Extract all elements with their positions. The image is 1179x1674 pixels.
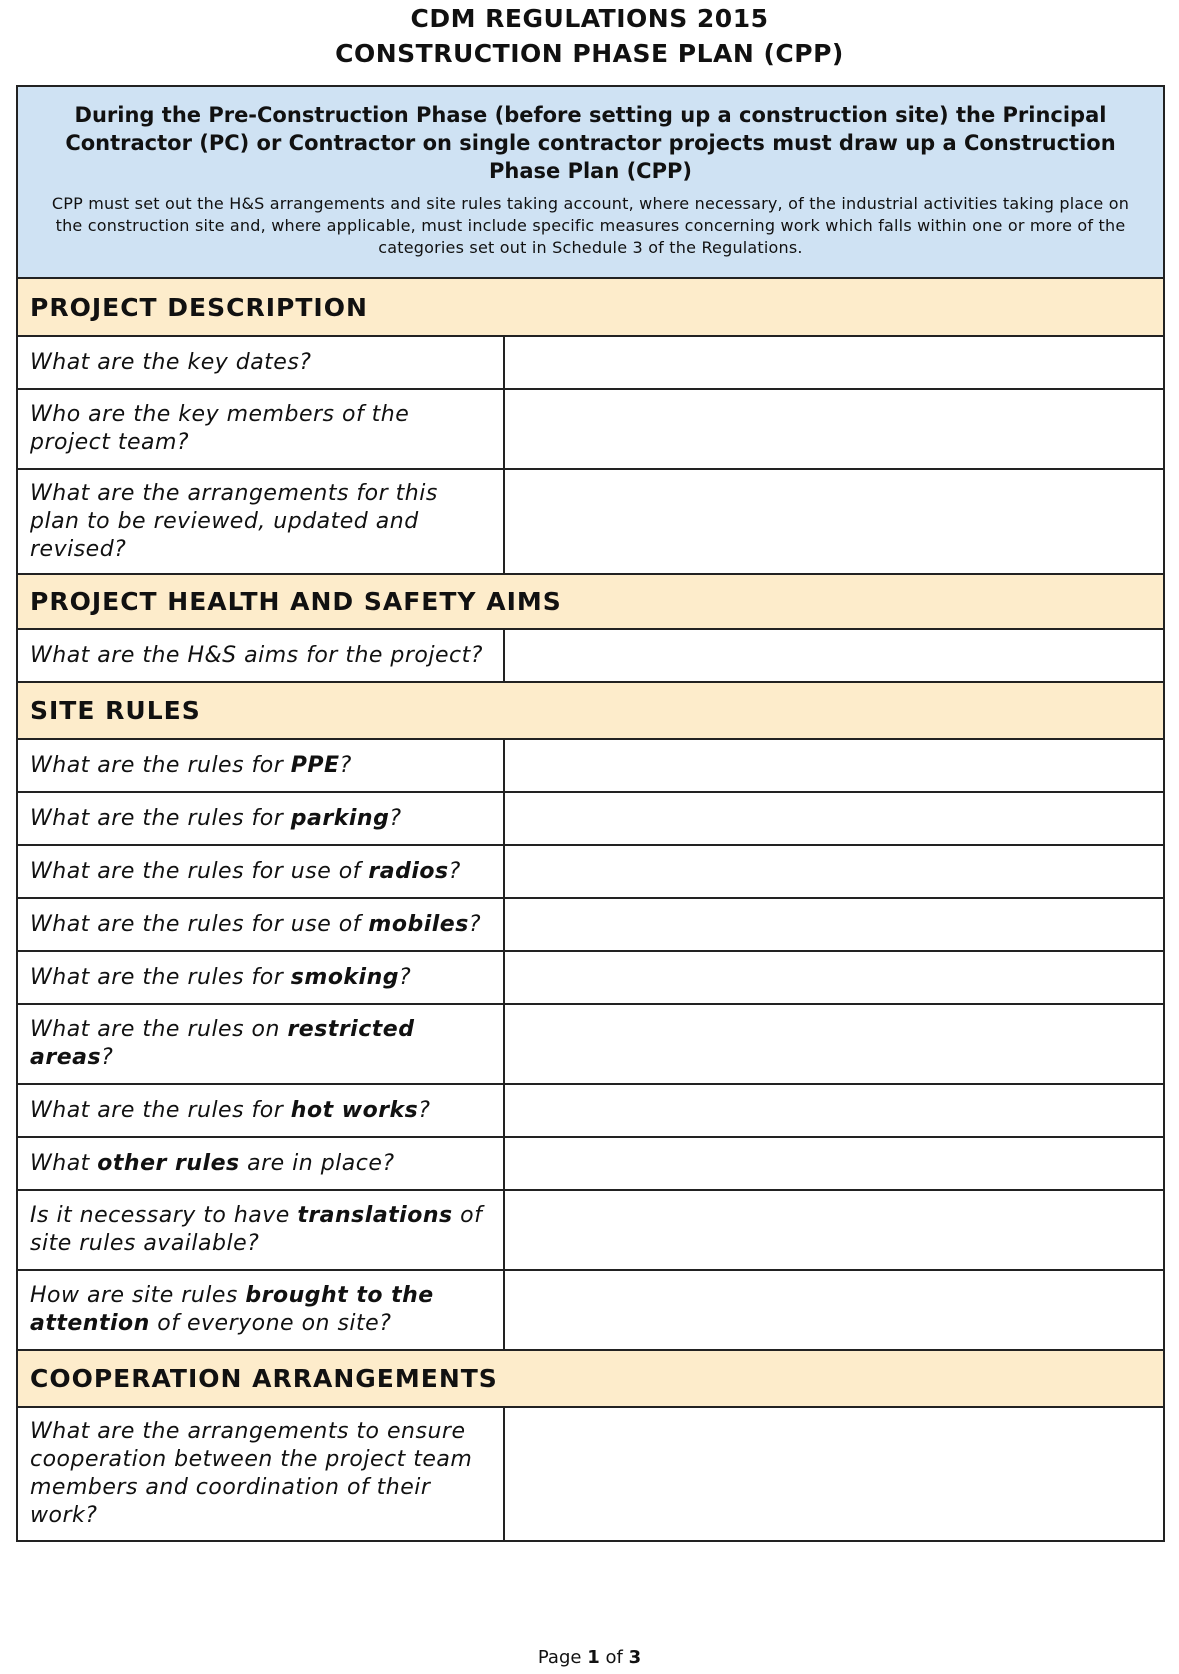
section-header: SITE RULES [18, 683, 1163, 740]
form-row [18, 1408, 1163, 1540]
question-text [30, 1282, 491, 1338]
question-text [30, 1418, 491, 1530]
question-cell [18, 337, 505, 388]
question-fragment: What are the key dates? [30, 349, 312, 375]
answer-field[interactable] [505, 793, 1163, 844]
question-emphasis: smoking [290, 964, 400, 990]
section-header: COOPERATION ARRANGEMENTS [18, 1351, 1163, 1408]
question-emphasis: brought to the attention [30, 1283, 434, 1336]
intro-body: CPP must set out the H&S arrangements and site rules taking account, where necessary, of the industrial activities taking place on the construction site and, where applicable, must include specific measures concerning work which falls within one or more of the categories set out in Schedule 3 of the Regulations. [51, 194, 1130, 257]
question-cell [18, 899, 505, 950]
question-emphasis: parking [290, 805, 390, 831]
question-fragment: ? [399, 964, 412, 990]
sections-container [18, 279, 1163, 1540]
question-emphasis: hot works [290, 1097, 419, 1123]
question-fragment: What are the rules for [30, 964, 291, 990]
page-of: of [605, 1647, 623, 1668]
question-fragment: of everyone on site? [149, 1311, 392, 1336]
answer-field[interactable] [505, 1085, 1163, 1136]
question-fragment: ? [418, 1097, 431, 1123]
answer-field[interactable] [505, 952, 1163, 1003]
form-row [18, 1191, 1163, 1271]
answer-field[interactable] [505, 1138, 1163, 1189]
question-emphasis: mobiles [368, 911, 469, 937]
question-fragment: of site rules available? [30, 1203, 483, 1256]
form-row [18, 390, 1163, 470]
question-fragment: What are the rules for [30, 752, 291, 778]
form-row [18, 337, 1163, 390]
question-cell [18, 740, 505, 791]
question-fragment: What are the rules for use of [30, 858, 369, 884]
question-emphasis: other rules [97, 1150, 240, 1176]
question-fragment: What are the arrangements to ensure cooperation between the project team members and coordination of their work? [30, 1419, 473, 1528]
question-cell [18, 952, 505, 1003]
form-row [18, 1138, 1163, 1191]
question-cell [18, 1138, 505, 1189]
answer-field[interactable] [505, 1191, 1163, 1269]
question-text [30, 480, 491, 564]
question-text [30, 1016, 491, 1072]
question-cell [18, 1085, 505, 1136]
question-fragment: ? [339, 752, 352, 778]
question-cell [18, 1191, 505, 1269]
question-fragment: What are the rules on [30, 1017, 288, 1042]
form-row [18, 1005, 1163, 1085]
question-emphasis: translations [297, 1203, 453, 1228]
cpp-form-table [16, 85, 1165, 1542]
question-text [30, 858, 461, 886]
question-cell [18, 470, 505, 573]
question-text [30, 349, 311, 377]
intro-heading: During the Pre-Construction Phase (before setting up a construction site) the Principal Contractor (PC) or Contractor on single contractor projects must draw up a Construction Phase Plan (CPP) [65, 103, 1116, 183]
question-fragment: ? [101, 1045, 114, 1070]
answer-field[interactable] [505, 740, 1163, 791]
question-fragment: ? [448, 858, 461, 884]
page-footer [0, 1646, 1179, 1670]
question-fragment: Is it necessary to have [30, 1203, 298, 1228]
form-row [18, 952, 1163, 1005]
question-fragment: What are the rules for [30, 805, 291, 831]
question-text [30, 1202, 491, 1258]
page-label: Page [537, 1647, 582, 1668]
form-row [18, 846, 1163, 899]
question-fragment: What are the H&S aims for the project? [30, 642, 483, 668]
question-emphasis: PPE [290, 752, 340, 778]
question-cell [18, 846, 505, 897]
document-title [0, 0, 1179, 71]
page-current: 1 [587, 1647, 600, 1668]
question-text [30, 752, 352, 780]
question-text [30, 401, 491, 457]
question-cell [18, 793, 505, 844]
question-text [30, 911, 481, 939]
question-fragment: are in place? [239, 1150, 395, 1176]
answer-field[interactable] [505, 630, 1163, 681]
answer-field[interactable] [505, 337, 1163, 388]
answer-field[interactable] [505, 1408, 1163, 1540]
answer-field[interactable] [505, 1005, 1163, 1083]
question-fragment: What [30, 1150, 98, 1176]
page-total: 3 [628, 1647, 642, 1668]
form-row [18, 1085, 1163, 1138]
form-row [18, 1271, 1163, 1351]
question-emphasis: restricted areas [30, 1017, 415, 1070]
question-fragment: What are the rules for [30, 1097, 291, 1123]
question-emphasis: radios [368, 858, 449, 884]
question-cell [18, 390, 505, 468]
question-text [30, 1097, 430, 1125]
question-cell [18, 1408, 505, 1540]
answer-field[interactable] [505, 470, 1163, 573]
question-fragment: What are the arrangements for this plan to be reviewed, updated and revised? [30, 480, 438, 562]
question-fragment: What are the rules for use of [30, 911, 369, 937]
answer-field[interactable] [505, 899, 1163, 950]
section-header: PROJECT DESCRIPTION [18, 279, 1163, 337]
question-text [30, 1150, 395, 1178]
form-row [18, 793, 1163, 846]
question-cell [18, 1271, 505, 1349]
form-row [18, 740, 1163, 793]
question-fragment: Who are the key members of the project team? [30, 402, 410, 455]
form-row [18, 470, 1163, 575]
question-fragment: ? [468, 911, 481, 937]
title-line-2: CONSTRUCTION PHASE PLAN (CPP) [335, 39, 844, 68]
intro-box [18, 87, 1163, 279]
section-header: PROJECT HEALTH AND SAFETY AIMS [18, 575, 1163, 630]
answer-field[interactable] [505, 390, 1163, 468]
form-row [18, 630, 1163, 683]
question-cell [18, 1005, 505, 1083]
title-line-1: CDM REGULATIONS 2015 [410, 4, 769, 33]
answer-field[interactable] [505, 846, 1163, 897]
answer-field[interactable] [505, 1271, 1163, 1349]
question-fragment: ? [389, 805, 402, 831]
form-row [18, 899, 1163, 952]
question-text [30, 642, 483, 670]
question-text [30, 964, 411, 992]
question-cell [18, 630, 505, 681]
question-fragment: How are site rules [30, 1283, 246, 1308]
question-text [30, 805, 402, 833]
